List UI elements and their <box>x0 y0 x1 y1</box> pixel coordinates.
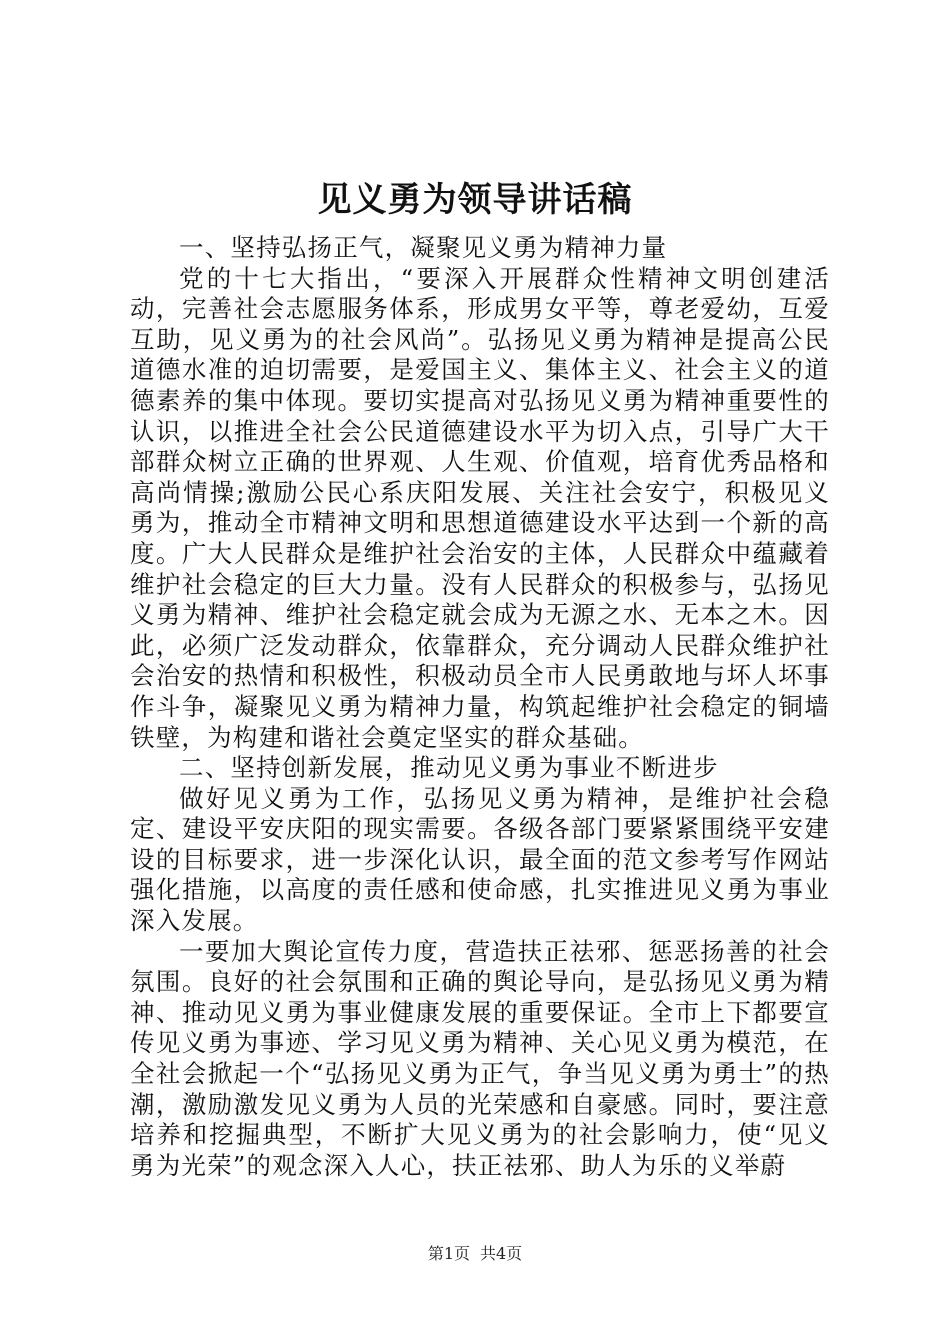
page-total: 共4页 <box>480 1244 523 1263</box>
section-heading-1: 一、坚持弘扬正气，凝聚见义勇为精神力量 <box>179 233 668 262</box>
page-footer <box>0 1243 950 1265</box>
paragraph: 做好见义勇为工作，弘扬见义勇为精神，是维护社会稳定、建设平安庆阳的现实需要。各级各部门要紧紧围绕平安建设的目标要求，进一步深化认识，最全面的范文参考写作网站强化措施，以高度的责任感和使命感，扎实推进见义勇为事业深入发展。 <box>130 783 830 936</box>
section-heading-2: 二、坚持创新发展，推动见义勇为事业不断进步 <box>179 753 719 783</box>
paragraph: 一要加大舆论宣传力度，营造扶正祛邪、惩恶扬善的社会氛围。良好的社会氛围和正确的舆论导向，是弘扬见义勇为精神、推动见义勇为事业健康发展的重要保证。全市上下都要宣传见义勇为事迹、学习见义勇为精神、关心见义勇为模范，在全社会掀起一个“弘扬见义勇为正气，争当见义勇为勇士”的热潮，激励激发见义勇为人员的光荣感和自豪感。同时，要注意培养和挖掘典型，不断扩大见义勇为的社会影响力，使“见义勇为光荣”的观念深入人心，扶正祛邪、助人为乐的义举蔚 <box>130 936 830 1180</box>
document-body <box>130 233 830 1181</box>
paragraph: 党的十七大指出，“要深入开展群众性精神文明创建活动，完善社会志愿服务体系，形成男女平等，尊老爱幼，互爱互助，见义勇为的社会风尚”。弘扬见义勇为精神是提高公民道德水准的迫切需要，是爱国主义、集体主义、社会主义的道德素养的集中体现。要切实提高对弘扬见义勇为精神重要性的认识，以推进全社会公民道德建设水平为切入点，引导广大干部群众树立正确的世界观、人生观、价值观，培育优秀品格和高尚情操;激励公民心系庆阳发展、关注社会安宁，积极见义勇为，推动全市精神文明和思想道德建设水平达到一个新的高度。广大人民群众是维护社会治安的主体，人民群众中蕴藏着维护社会稳定的巨大力量。没有人民群众的积极参与，弘扬见义勇为精神、维护社会稳定就会成为无源之水、无本之木。因此，必须广泛发动群众，依靠群众，充分调动人民群众维护社会治安的热情和积极性，积极动员全市人民勇敢地与坏人坏事作斗争，凝聚见义勇为精神力量，构筑起维护社会稳定的铜墙铁壁，为构建和谐社会奠定坚实的群众基础。 <box>130 263 830 752</box>
page-number: 第1页 <box>427 1244 470 1263</box>
document-title: 见义勇为领导讲话稿 <box>317 180 633 220</box>
